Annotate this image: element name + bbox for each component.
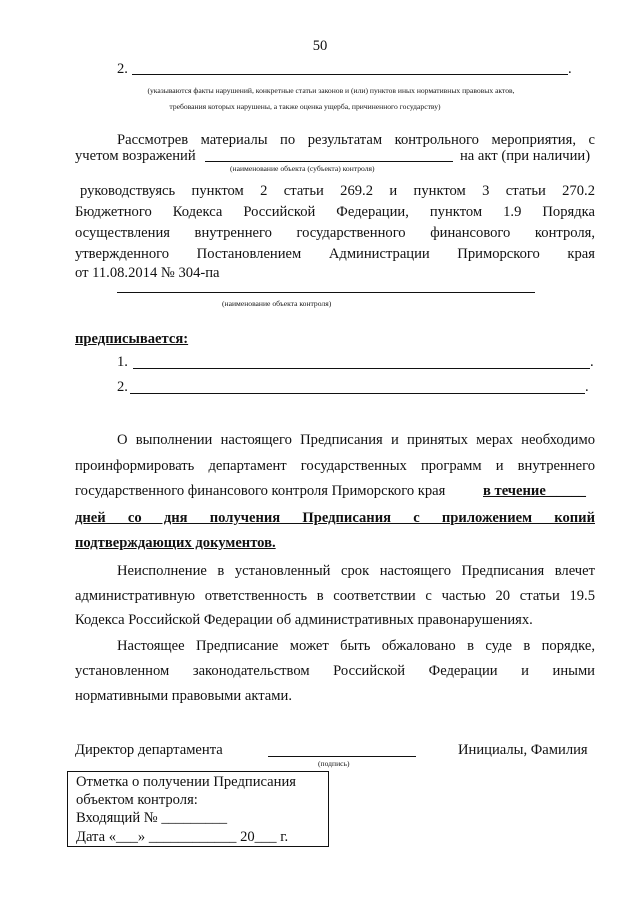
caption-violations-2: требования которых нарушены, а также оценка ущерба, причиненного государству) (169, 102, 441, 111)
receipt-title: Отметка о получении Предписания (76, 774, 296, 790)
receipt-date: Дата «___» ____________ 20___ г. (76, 828, 289, 845)
liability-line-3: Кодекса Российской Федерации об административных правонарушениях. (75, 612, 533, 628)
review-line-2-end: на акт (при наличии) (460, 148, 591, 164)
signature-line (268, 756, 416, 757)
inform-line-5: подтверждающих документов. (75, 535, 276, 551)
prescribed-item-1-end: . (590, 354, 594, 370)
initials-label: Инициалы, Фамилия (458, 742, 588, 758)
caption-object-subject: (наименование объекта (субъекта) контроля) (230, 164, 375, 173)
object-fill-line (117, 292, 535, 293)
receipt-subject: объектом контроля: (76, 792, 198, 809)
inform-line-1: О выполнении настоящего Предписания и принятых мерах необходимо (117, 432, 595, 448)
objection-fill-line (205, 161, 453, 162)
receipt-box (67, 771, 329, 847)
prescribed-item-2-line (130, 393, 585, 394)
inform-line-3-start: государственного финансового контроля Приморского края (75, 483, 446, 499)
violation-item-number: 2. (117, 61, 128, 77)
prescribed-heading: предписывается: (75, 331, 189, 347)
basis-line-1: руководствуясь пунктом 2 статьи 269.2 и пунктом 3 статьи 270.2 (80, 183, 595, 199)
violation-item-end: . (568, 61, 572, 77)
appeal-line-1: Настоящее Предписание может быть обжаловано в суде в порядке, (117, 638, 595, 654)
review-line-1: Рассмотрев материалы по результатам контрольного мероприятия, с (117, 132, 595, 148)
inform-line-4: дней со дня получения Предписания с приложением копий (75, 510, 595, 526)
basis-line-2: Бюджетного Кодекса Российской Федерации, пунктом 1.9 Порядка (75, 204, 595, 220)
violation-fill-line (132, 74, 568, 75)
prescribed-item-1-number: 1. (117, 354, 128, 370)
signature-caption: (подпись) (318, 759, 350, 768)
appeal-line-3: нормативными правовыми актами. (75, 688, 292, 704)
caption-object: (наименование объекта контроля) (222, 299, 332, 308)
inform-line-2: проинформировать департамент государственных программ и внутреннего (75, 458, 595, 474)
prescribed-item-1-line (133, 368, 590, 369)
prescribed-item-2-number: 2. (117, 379, 128, 395)
director-label: Директор департамента (75, 742, 223, 758)
review-line-2-start: учетом возражений (75, 148, 196, 164)
basis-line-4: утвержденного Постановлением Администрации Приморского края (75, 246, 595, 262)
basis-line-5: от 11.08.2014 № 304-па (75, 265, 220, 281)
appeal-line-2: установленном законодательством Российской Федерации и иными (75, 663, 595, 679)
caption-violations-1: (указываются факты нарушений, конкретные статьи законов и (или) пунктов иных нормативных правовых актов, (147, 86, 515, 95)
prescribed-item-2-end: . (585, 379, 589, 395)
liability-line-1: Неисполнение в установленный срок настоящего Предписания влечет (117, 563, 595, 579)
liability-line-2: административную ответственность в соответствии с частью 20 статьи 19.5 (75, 588, 595, 604)
page-number: 50 (312, 38, 328, 54)
basis-line-3: осуществления внутреннего государственного финансового контроля, (75, 225, 595, 241)
inform-deadline: в течение _____ (483, 483, 586, 499)
receipt-incoming-number: Входящий № _________ (76, 810, 228, 827)
